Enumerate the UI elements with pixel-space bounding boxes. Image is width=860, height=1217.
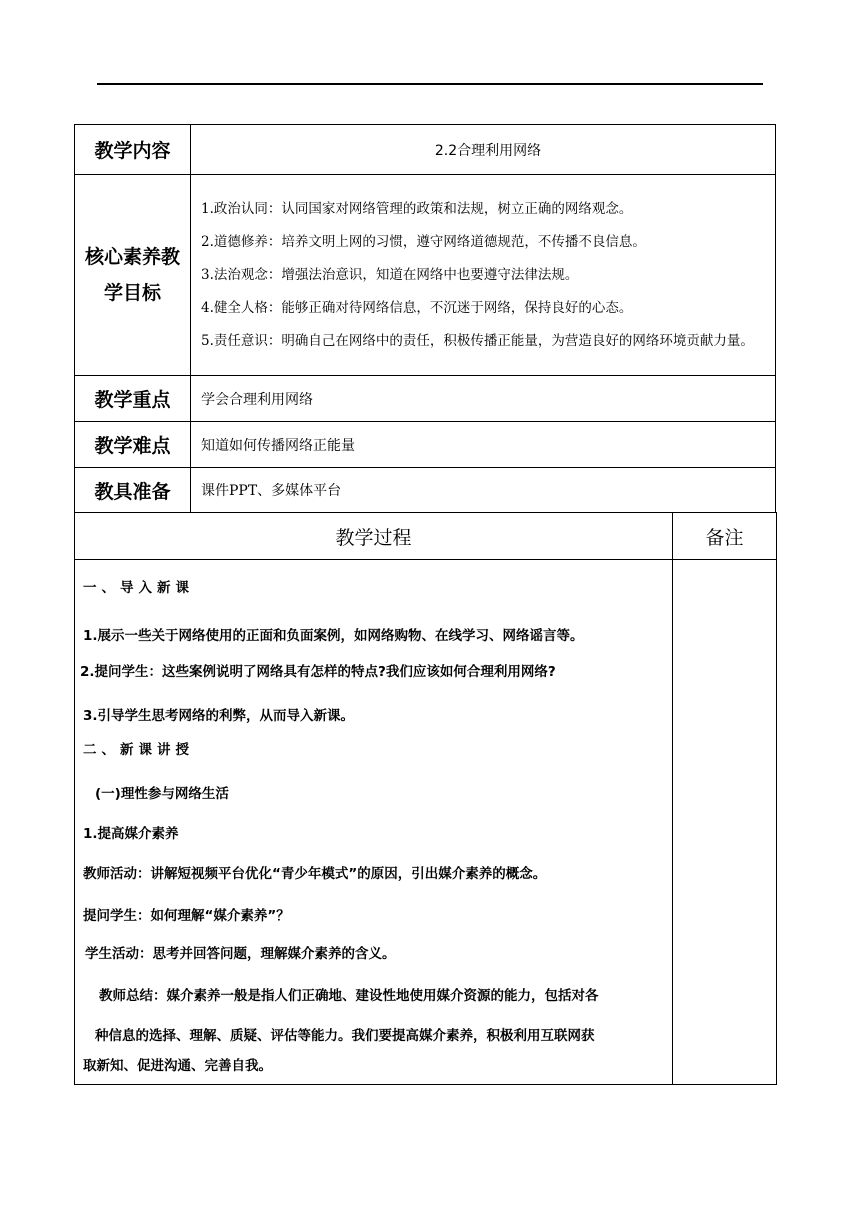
section-heading-new: 二、新课讲授	[83, 742, 194, 758]
section-heading-intro: 一、导入新课	[83, 580, 194, 596]
lesson-title: 2.2合理利用网络	[191, 125, 776, 175]
intro-item-2: 2.提问学生：这些案例说明了网络具有怎样的特点?我们应该如何合理利用网络?	[80, 664, 556, 680]
label-tools: 教具准备	[75, 468, 191, 513]
notes-content	[673, 560, 777, 1085]
teacher-question: 提问学生：如何理解“媒介素养”？	[83, 908, 290, 924]
intro-item-1: 1.展示一些关于网络使用的正面和负面案例，如网络购物、在线学习、网络谣言等。	[83, 628, 584, 644]
row-key-point	[75, 376, 776, 422]
label-key-point: 教学重点	[75, 376, 191, 422]
notes-header: 备注	[673, 513, 777, 560]
label-content: 教学内容	[75, 125, 191, 175]
goal-item-5: 5.责任意识：明确自己在网络中的责任，积极传播正能量，为营造良好的网络环境贡献力量。	[201, 333, 754, 349]
row-goals	[75, 175, 776, 376]
student-activity: 学生活动：思考并回答问题，理解媒介素养的含义。	[85, 946, 396, 962]
teacher-summary-line-1: 教师总结：媒介素养一般是指人们正确地、建设性地使用媒介资源的能力，包括对各	[99, 988, 599, 1004]
key-point-value: 学会合理利用网络	[191, 376, 776, 422]
tools-value: 课件PPT、多媒体平台	[191, 468, 776, 513]
difficulty-value: 知道如何传播网络正能量	[191, 422, 776, 468]
goal-item-4: 4.健全人格：能够正确对待网络信息，不沉迷于网络，保持良好的心态。	[201, 300, 633, 316]
lesson-info-table	[74, 124, 776, 513]
process-body-row	[75, 560, 777, 1085]
process-header-row	[75, 513, 777, 560]
label-goals-line1: 核心素养教	[84, 246, 180, 268]
intro-item-3: 3.引导学生思考网络的利弊，从而导入新课。	[83, 708, 355, 724]
teacher-activity: 教师活动：讲解短视频平台优化“青少年模式”的原因，引出媒介素养的概念。	[83, 866, 547, 882]
goals-list	[191, 175, 776, 376]
row-content	[75, 125, 776, 175]
label-goals	[75, 175, 191, 376]
goal-item-2: 2.道德修养：培养文明上网的习惯，遵守网络道德规范，不传播不良信息。	[201, 234, 646, 250]
process-content	[75, 560, 673, 1085]
label-difficulty: 教学难点	[75, 422, 191, 468]
row-tools	[75, 468, 776, 513]
header-rule	[97, 83, 763, 85]
row-difficulty	[75, 422, 776, 468]
goal-item-3: 3.法治观念：增强法治意识，知道在网络中也要遵守法律法规。	[201, 267, 579, 283]
label-goals-line2: 学目标	[103, 282, 161, 304]
point-heading: 1.提高媒介素养	[83, 826, 179, 842]
process-table	[74, 512, 777, 1085]
teacher-summary-line-2: 种信息的选择、理解、质疑、评估等能力。我们要提高媒介素养，积极利用互联网获	[95, 1028, 595, 1044]
teacher-summary-line-3: 取新知、促进沟通、完善自我。	[83, 1058, 272, 1074]
subsection-heading: (一)理性参与网络生活	[95, 786, 229, 802]
goal-item-1: 1.政治认同：认同国家对网络管理的政策和法规，树立正确的网络观念。	[201, 201, 633, 217]
process-header: 教学过程	[75, 513, 673, 560]
